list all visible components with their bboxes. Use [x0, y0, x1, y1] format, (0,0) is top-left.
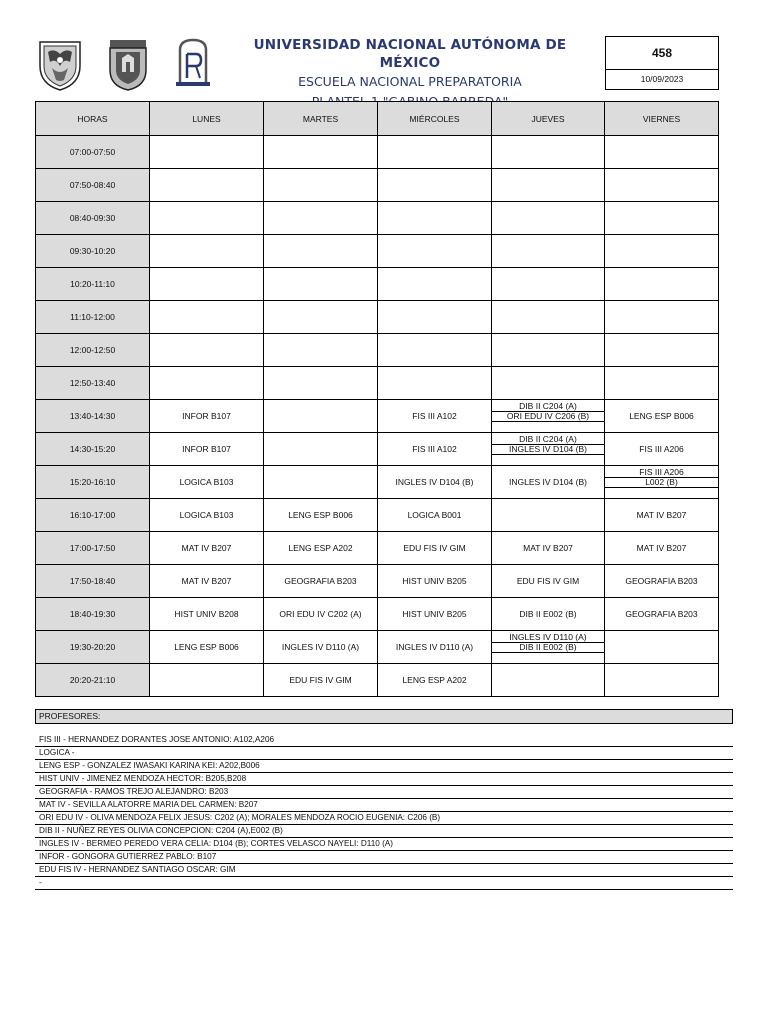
class-cell-tuesday: [264, 466, 378, 499]
class-cell-wednesday: [378, 235, 492, 268]
class-cell-wednesday: [378, 301, 492, 334]
class-cell-monday: LOGICA B103: [150, 499, 264, 532]
class-cell-tuesday: [264, 169, 378, 202]
class-cell-friday-split: [605, 466, 719, 499]
time-slot: 20:20-21:10: [36, 664, 150, 697]
document-date: 10/09/2023: [640, 74, 684, 84]
professor-entry: MAT IV - SEVILLA ALATORRE MARIA DEL CARMEN: B207: [35, 799, 733, 812]
class-entry-group-b: L002 (B): [605, 477, 718, 488]
time-slot: 08:40-09:30: [36, 202, 150, 235]
class-cell-monday: LOGICA B103: [150, 466, 264, 499]
class-cell-friday: [605, 664, 719, 697]
class-cell-monday: [150, 136, 264, 169]
school-name: ESCUELA NACIONAL PREPARATORIA: [298, 74, 522, 89]
time-slot: 07:50-08:40: [36, 169, 150, 202]
split-spacer: [492, 422, 604, 433]
class-cell-monday: [150, 664, 264, 697]
document-header: [0, 0, 768, 100]
class-cell-tuesday: LENG ESP B006: [264, 499, 378, 532]
schedule-row: [36, 499, 719, 532]
class-cell-friday: [605, 301, 719, 334]
class-cell-thursday: [492, 301, 605, 334]
class-cell-monday: INFOR B107: [150, 400, 264, 433]
col-header-friday: VIERNES: [605, 102, 719, 136]
professor-entry: HIST UNIV - JIMENEZ MENDOZA HECTOR: B205,B208: [35, 773, 733, 786]
professor-entry: LENG ESP - GONZALEZ IWASAKI KARINA KEI: A202,B006: [35, 760, 733, 773]
class-cell-wednesday: INGLES IV D104 (B): [378, 466, 492, 499]
split-spacer: [605, 488, 718, 499]
class-cell-monday: [150, 268, 264, 301]
time-slot: 07:00-07:50: [36, 136, 150, 169]
class-cell-friday: [605, 268, 719, 301]
professors-list: [35, 734, 733, 890]
class-cell-friday: [605, 631, 719, 664]
class-cell-thursday: [492, 334, 605, 367]
time-slot: 09:30-10:20: [36, 235, 150, 268]
class-cell-wednesday: LOGICA B001: [378, 499, 492, 532]
class-cell-friday: MAT IV B207: [605, 499, 719, 532]
class-cell-friday: [605, 367, 719, 400]
schedule-row: [36, 169, 719, 202]
class-cell-thursday-split: [492, 631, 605, 664]
class-cell-wednesday: [378, 136, 492, 169]
split-spacer: [492, 455, 604, 466]
class-cell-friday: GEOGRAFIA B203: [605, 598, 719, 631]
schedule-row: [36, 433, 719, 466]
class-cell-thursday: [492, 169, 605, 202]
class-cell-thursday: INGLES IV D104 (B): [492, 466, 605, 499]
class-cell-monday: MAT IV B207: [150, 565, 264, 598]
schedule-row: [36, 532, 719, 565]
schedule-row: [36, 268, 719, 301]
class-cell-friday: [605, 136, 719, 169]
class-cell-friday: [605, 334, 719, 367]
class-cell-thursday: EDU FIS IV GIM: [492, 565, 605, 598]
schedule-row: [36, 334, 719, 367]
professor-entry: -: [35, 877, 733, 890]
professors-heading: PROFESORES:: [35, 709, 733, 724]
group-number: 458: [606, 37, 718, 70]
class-cell-monday: [150, 235, 264, 268]
class-cell-monday: [150, 169, 264, 202]
class-cell-monday: INFOR B107: [150, 433, 264, 466]
schedule-row: [36, 598, 719, 631]
schedule-row: [36, 631, 719, 664]
class-cell-monday: [150, 367, 264, 400]
schedule-row: [36, 202, 719, 235]
time-slot: 19:30-20:20: [36, 631, 150, 664]
class-cell-wednesday: LENG ESP A202: [378, 664, 492, 697]
schedule-table: [35, 101, 719, 697]
class-cell-thursday: [492, 664, 605, 697]
class-cell-friday: [605, 169, 719, 202]
class-cell-thursday-split: [492, 400, 605, 433]
col-header-monday: LUNES: [150, 102, 264, 136]
schedule-row: [36, 565, 719, 598]
class-cell-thursday: MAT IV B207: [492, 532, 605, 565]
schedule-row: [36, 301, 719, 334]
group-info-box: [605, 36, 719, 90]
class-entry-group-a: INGLES IV D110 (A): [509, 631, 587, 642]
class-cell-tuesday: INGLES IV D110 (A): [264, 631, 378, 664]
enp-shield-logo: [102, 36, 154, 92]
class-cell-thursday: [492, 499, 605, 532]
class-cell-tuesday: [264, 367, 378, 400]
class-cell-friday: [605, 202, 719, 235]
class-cell-tuesday: [264, 433, 378, 466]
professor-entry: INGLES IV - BERMEO PEREDO VERA CELIA: D104 (B); CORTES VELASCO NAYELI: D110 (A): [35, 838, 733, 851]
class-cell-friday: MAT IV B207: [605, 532, 719, 565]
class-cell-monday: HIST UNIV B208: [150, 598, 264, 631]
class-cell-tuesday: [264, 235, 378, 268]
split-spacer: [492, 653, 604, 664]
class-cell-wednesday: FIS III A102: [378, 433, 492, 466]
class-cell-wednesday: [378, 202, 492, 235]
professor-entry: ORI EDU IV - OLIVA MENDOZA FELIX JESUS: C202 (A); MORALES MENDOZA ROCIO EUGENIA: C206 (B): [35, 812, 733, 825]
schedule-row: [36, 136, 719, 169]
class-cell-monday: [150, 334, 264, 367]
class-entry-group-a: DIB II C204 (A): [519, 400, 577, 411]
class-cell-wednesday: EDU FIS IV GIM: [378, 532, 492, 565]
class-cell-tuesday: [264, 202, 378, 235]
class-cell-wednesday: HIST UNIV B205: [378, 598, 492, 631]
class-cell-tuesday: [264, 136, 378, 169]
class-cell-tuesday: LENG ESP A202: [264, 532, 378, 565]
time-slot: 17:50-18:40: [36, 565, 150, 598]
time-slot: 12:00-12:50: [36, 334, 150, 367]
class-cell-wednesday: FIS III A102: [378, 400, 492, 433]
class-entry-group-a: FIS III A206: [639, 466, 684, 477]
class-cell-tuesday: ORI EDU IV C202 (A): [264, 598, 378, 631]
class-cell-thursday: DIB II E002 (B): [492, 598, 605, 631]
time-slot: 11:10-12:00: [36, 301, 150, 334]
class-entry-group-b: INGLES IV D104 (B): [492, 444, 604, 455]
class-cell-friday: FIS III A206: [605, 433, 719, 466]
class-entry-group-a: DIB II C204 (A): [519, 433, 577, 444]
professor-entry: INFOR - GONGORA GUTIERREZ PABLO: B107: [35, 851, 733, 864]
class-cell-tuesday: GEOGRAFIA B203: [264, 565, 378, 598]
professor-entry: FIS III - HERNANDEZ DORANTES JOSE ANTONIO: A102,A206: [35, 734, 733, 747]
time-slot: 10:20-11:10: [36, 268, 150, 301]
class-entry-group-b: ORI EDU IV C206 (B): [492, 411, 604, 422]
col-header-wednesday: MIÉRCOLES: [378, 102, 492, 136]
class-cell-monday: MAT IV B207: [150, 532, 264, 565]
time-slot: 12:50-13:40: [36, 367, 150, 400]
time-slot: 15:20-16:10: [36, 466, 150, 499]
class-cell-tuesday: [264, 301, 378, 334]
time-slot: 14:30-15:20: [36, 433, 150, 466]
schedule-row: [36, 367, 719, 400]
class-cell-friday: [605, 235, 719, 268]
col-header-tuesday: MARTES: [264, 102, 378, 136]
time-slot: 18:40-19:30: [36, 598, 150, 631]
schedule-row: [36, 664, 719, 697]
class-cell-monday: LENG ESP B006: [150, 631, 264, 664]
class-cell-wednesday: INGLES IV D110 (A): [378, 631, 492, 664]
schedule-row: [36, 400, 719, 433]
class-cell-wednesday: [378, 334, 492, 367]
schedule-header-row: [36, 102, 719, 136]
class-cell-thursday: [492, 367, 605, 400]
class-cell-thursday: [492, 136, 605, 169]
professors-section: [35, 709, 733, 890]
class-cell-wednesday: HIST UNIV B205: [378, 565, 492, 598]
university-name: UNIVERSIDAD NACIONAL AUTÓNOMA DE MÉXICO: [253, 37, 567, 71]
unam-shield-logo: [34, 36, 86, 92]
professor-entry: DIB II - NUÑEZ REYES OLIVIA CONCEPCION: C204 (A),E002 (B): [35, 825, 733, 838]
time-slot: 13:40-14:30: [36, 400, 150, 433]
class-cell-tuesday: EDU FIS IV GIM: [264, 664, 378, 697]
class-cell-wednesday: [378, 268, 492, 301]
class-cell-thursday-split: [492, 433, 605, 466]
class-cell-monday: [150, 202, 264, 235]
class-cell-thursday: [492, 268, 605, 301]
professor-entry: LOGICA -: [35, 747, 733, 760]
class-cell-wednesday: [378, 367, 492, 400]
class-cell-monday: [150, 301, 264, 334]
schedule-row: [36, 466, 719, 499]
col-header-hours: HORAS: [36, 102, 150, 136]
schedule-row: [36, 235, 719, 268]
class-cell-wednesday: [378, 169, 492, 202]
class-cell-thursday: [492, 235, 605, 268]
professor-entry: EDU FIS IV - HERNANDEZ SANTIAGO OSCAR: GIM: [35, 864, 733, 877]
class-cell-tuesday: [264, 268, 378, 301]
class-cell-thursday: [492, 202, 605, 235]
professor-entry: GEOGRAFIA - RAMOS TREJO ALEJANDRO: B203: [35, 786, 733, 799]
class-cell-tuesday: [264, 334, 378, 367]
class-cell-friday: LENG ESP B006: [605, 400, 719, 433]
time-slot: 16:10-17:00: [36, 499, 150, 532]
class-cell-friday: GEOGRAFIA B203: [605, 565, 719, 598]
time-slot: 17:00-17:50: [36, 532, 150, 565]
col-header-thursday: JUEVES: [492, 102, 605, 136]
class-entry-group-b: DIB II E002 (B): [492, 642, 604, 653]
gabino-barreda-logo: [170, 36, 216, 92]
class-cell-tuesday: [264, 400, 378, 433]
